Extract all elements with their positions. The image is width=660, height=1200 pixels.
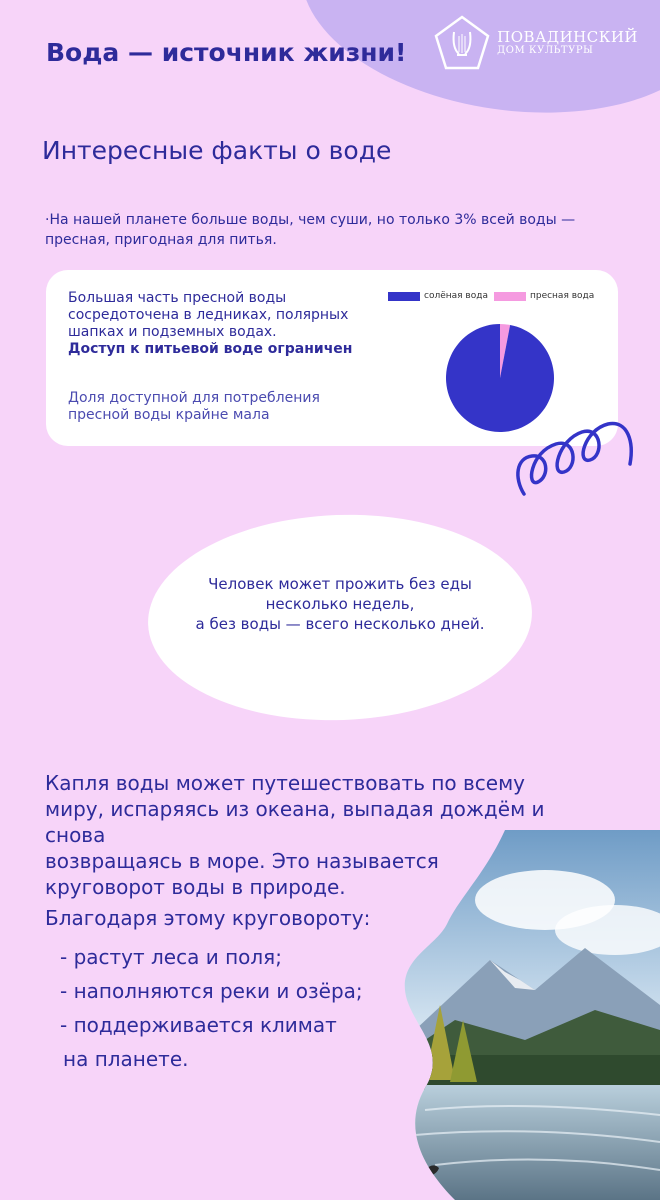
fact-fresh-water: ·На нашей планете больше воды, чем суши, но только 3% всей воды — пресная, пригодная для питья. <box>45 212 576 248</box>
card-text-share: Доля доступной для потребления пресной воды крайне мала <box>68 390 320 423</box>
page-title: Вода — источник жизни! <box>46 38 407 67</box>
spiral-decoration <box>510 412 645 507</box>
cycle-line-2: миру, испаряясь из океана, выпадая дождём и снова <box>45 797 545 847</box>
section-title: Интересные факты о воде <box>42 136 392 165</box>
list-item: - поддерживается климат <box>60 1013 337 1037</box>
legend-item-fresh <box>494 291 594 301</box>
survival-line-1: Человек может прожить без еды <box>208 575 472 593</box>
logo-title: ПОВАДИНСКИЙ <box>497 27 638 46</box>
cycle-line-1: Капля воды может путешествовать по всему <box>45 771 526 795</box>
list-item: - растут леса и поля; <box>60 945 282 969</box>
list-item: - наполняются реки и озёра; <box>60 979 363 1003</box>
benefits-list <box>60 940 363 1076</box>
card-text-limited: Доступ к питьевой воде ограничен <box>68 341 353 357</box>
lyre-icon <box>433 14 491 72</box>
survival-line-3: а без воды — всего несколько дней. <box>195 615 485 633</box>
benefits-title: Благодаря этому круговороту: <box>45 906 371 930</box>
chart-legend <box>388 291 594 301</box>
legend-item-salt <box>388 291 488 301</box>
legend-label-fresh: пресная вода <box>529 291 595 301</box>
list-item-continuation: на планете. <box>63 1047 189 1071</box>
water-cycle-text <box>45 770 605 900</box>
survival-line-2: несколько недель, <box>265 595 415 613</box>
cycle-line-4: круговорот воды в природе. <box>45 875 346 899</box>
cycle-line-3: возвращаясь в море. Это называется <box>45 849 439 873</box>
survival-text <box>150 574 530 634</box>
logo <box>433 14 638 72</box>
legend-swatch-fresh <box>494 292 526 301</box>
card-text-glaciers: Большая часть пресной воды сосредоточена в ледниках, полярных шапках и подземных водах. <box>68 290 349 340</box>
legend-label-salt: солёная вода <box>424 291 488 301</box>
legend-swatch-salt <box>388 292 420 301</box>
logo-subtitle: ДОМ КУЛЬТУРЫ <box>497 44 594 56</box>
